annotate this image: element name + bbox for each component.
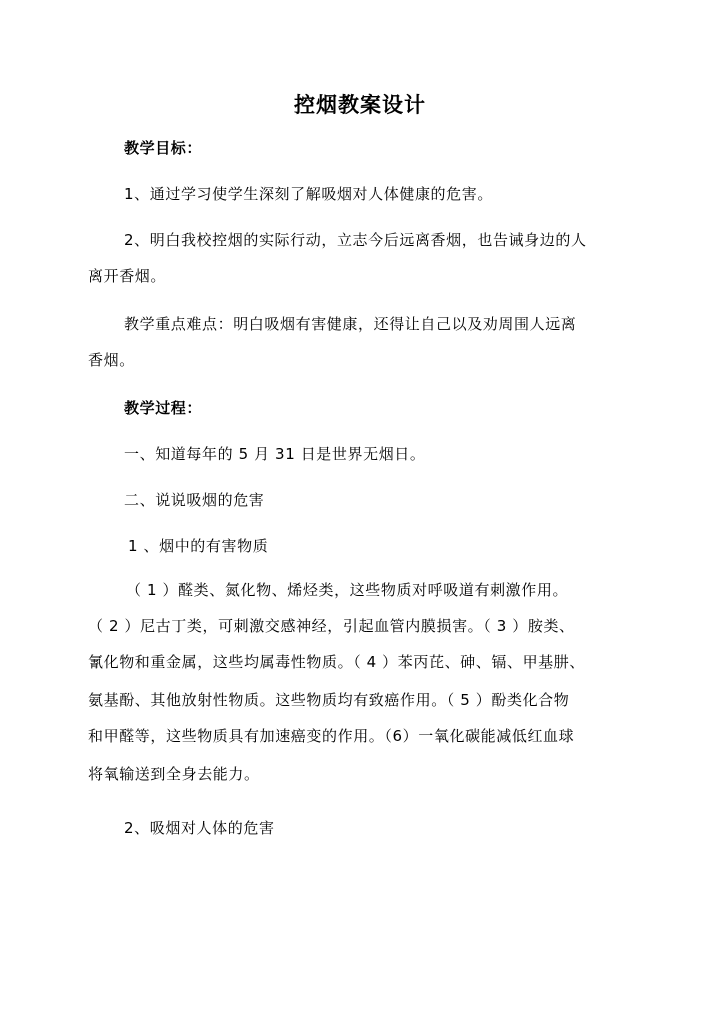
paragraph-line: （ 2 ）尼古丁类，可刺激交感神经，引起血管内膜损害。（ 3 ）胺类、 (88, 617, 575, 635)
paragraph-line: 教学重点难点：明白吸烟有害健康，还得让自己以及劝周围人远离 (124, 315, 577, 333)
paragraph-line: 香烟。 (88, 351, 135, 369)
paragraph-line: 二、说说吸烟的危害 (124, 491, 265, 509)
document-title: 控烟教案设计 (294, 93, 426, 117)
paragraph-line: 2、吸烟对人体的危害 (124, 819, 275, 837)
paragraph-line: 一、知道每年的 5 月 31 日是世界无烟日。 (124, 445, 426, 463)
paragraph-line: 氨基酚、其他放射性物质。这些物质均有致癌作用。（ 5 ）酚类化合物 (88, 691, 570, 709)
paragraph-line: 1 、烟中的有害物质 (128, 537, 269, 555)
heading-process: 教学过程： (124, 399, 203, 417)
paragraph-line: （ 1 ）醛类、氮化物、烯烃类，这些物质对呼吸道有刺激作用。 (126, 581, 569, 599)
heading-objectives: 教学目标： (124, 139, 203, 157)
paragraph-line: 将氧输送到全身去能力。 (88, 765, 260, 783)
paragraph-line: 1、通过学习使学生深刻了解吸烟对人体健康的危害。 (124, 185, 493, 203)
paragraph-line: 离开香烟。 (88, 267, 167, 285)
paragraph-line: 2、明白我校控烟的实际行动，立志今后远离香烟，也告诫身边的人 (124, 231, 587, 249)
paragraph-line: 氰化物和重金属，这些均属毒性物质。（ 4 ）苯丙芘、砷、镉、甲基肼、 (88, 653, 585, 671)
paragraph-line: 和甲醛等，这些物质具有加速癌变的作用。（6）一氧化碳能减低红血球 (88, 727, 575, 745)
